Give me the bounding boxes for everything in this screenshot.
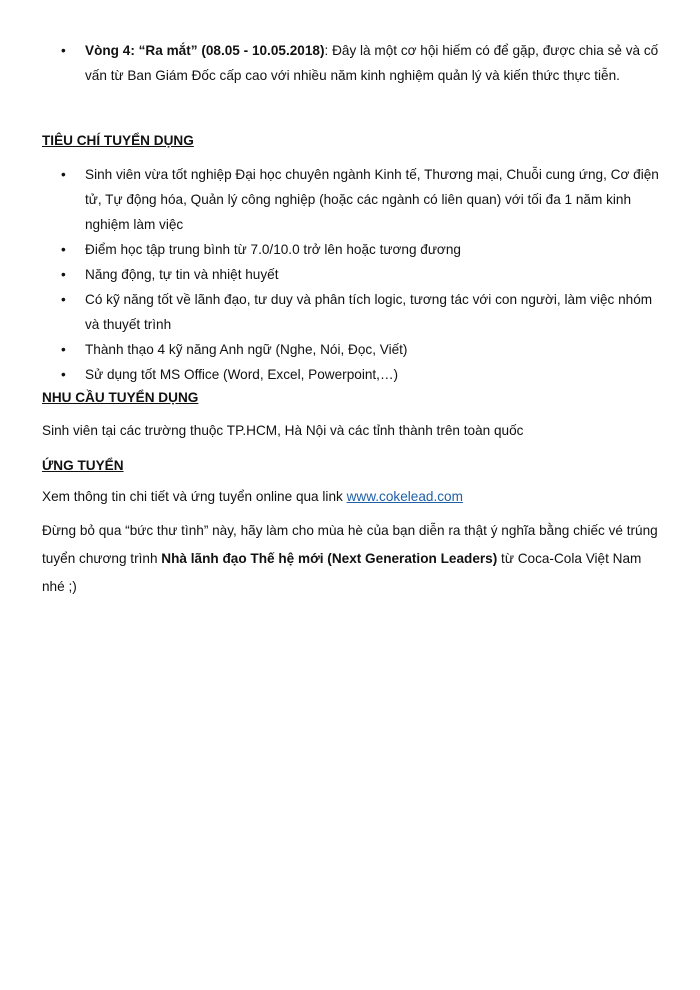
criteria-item: • Điểm học tập trung bình từ 7.0/10.0 trở lên hoặc tương đương [42, 237, 662, 262]
apply-heading: ỨNG TUYỂN [42, 458, 124, 473]
criteria-list [42, 162, 662, 387]
criteria-item: • Thành thạo 4 kỹ năng Anh ngữ (Nghe, Nói, Đọc, Viết) [42, 337, 662, 362]
needs-text: Sinh viên tại các trường thuộc TP.HCM, Hà Nội và các tỉnh thành trên toàn quốc [42, 423, 524, 438]
needs-heading: NHU CẦU TUYỂN DỤNG [42, 390, 199, 405]
criteria-heading: TIÊU CHÍ TUYỂN DỤNG [42, 133, 194, 148]
apply-text-lead: Xem thông tin chi tiết và ứng tuyển online qua link [42, 489, 347, 504]
round4-section [42, 38, 662, 88]
criteria-section [42, 162, 662, 387]
criteria-item: • Có kỹ năng tốt về lãnh đạo, tư duy và phân tích logic, tương tác với con người, làm việc nhóm và thuyết trình [42, 287, 662, 337]
closing-lead: Đừng bỏ qua “bức thư tình” này, hãy làm cho mùa hè của bạn diễn ra thật ý nghĩa bằng chiếc vé trúng tuyển chương trình [42, 523, 658, 566]
round4-item [42, 38, 662, 88]
closing-tail: từ Coca-Cola Việt Nam nhé ;) [42, 551, 642, 594]
cokelead-link[interactable]: www.cokelead.com [346, 489, 463, 504]
criteria-item: • Sử dụng tốt MS Office (Word, Excel, Powerpoint,…) [42, 362, 662, 387]
round4-text: : Đây là một cơ hội hiếm có để gặp, được chia sẻ và cố vấn từ Ban Giám Đốc cấp cao với nhiều năm kinh nghiệm quản lý và kiến thức thực tiễn. [85, 43, 659, 83]
apply-text [42, 483, 662, 511]
criteria-item: • Sinh viên vừa tốt nghiệp Đại học chuyên ngành Kinh tế, Thương mại, Chuỗi cung ứng, Cơ điện tử, Tự động hóa, Quản lý công nghiệp (hoặc các ngành có liên quan) với tối đa 1 năm kinh nghiệm làm việc [42, 162, 662, 237]
closing-paragraph [42, 517, 662, 601]
round4-title: Vòng 4: “Ra mắt” (08.05 - 10.05.2018) [85, 43, 325, 58]
program-name: Nhà lãnh đạo Thế hệ mới (Next Generation Leaders) [161, 551, 498, 566]
criteria-item: • Năng động, tự tin và nhiệt huyết [42, 262, 662, 287]
round4-list [42, 38, 662, 88]
